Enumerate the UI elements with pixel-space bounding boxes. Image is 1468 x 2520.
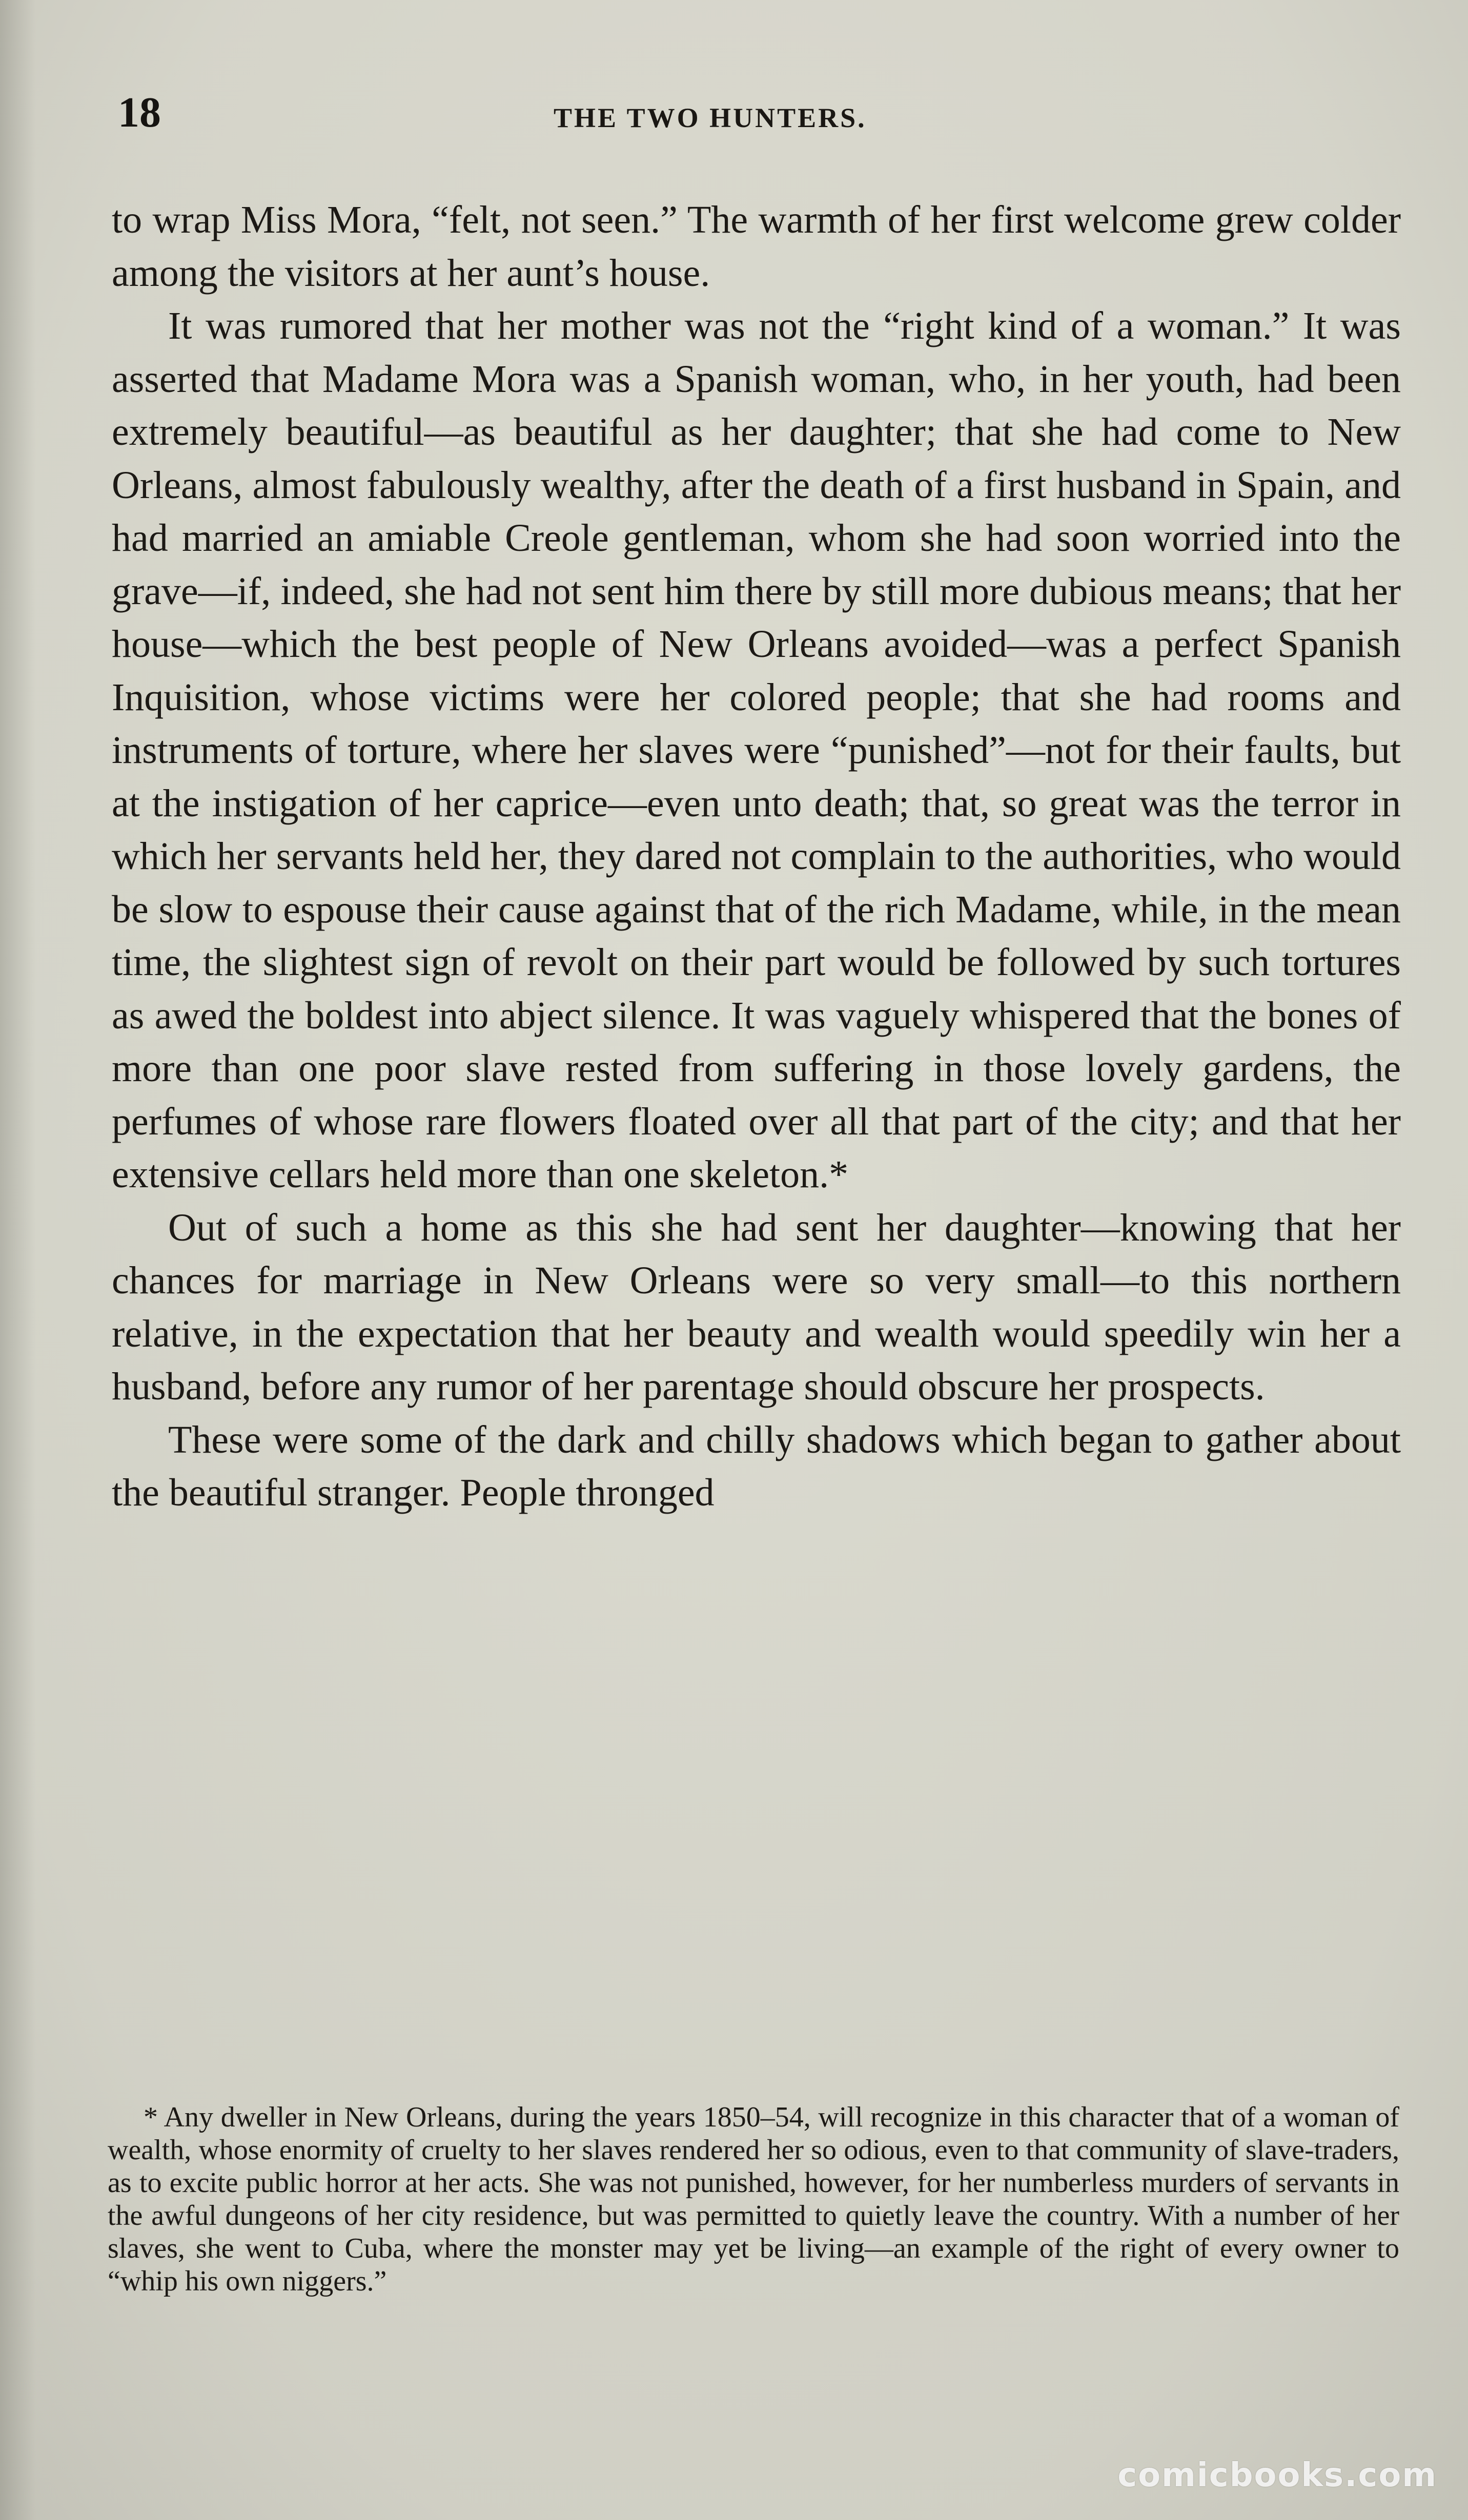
footnote (108, 2101, 1399, 2298)
paragraph-continued: to wrap Miss Mora, “felt, not seen.” The warmth of her first welcome grew colder among the visitors at her aunt’s house. (112, 198, 1401, 295)
footnote-text: * Any dweller in New Orleans, during the years 1850–54, will recognize in this character that of a woman of wealth, whose enormity of cruelty to her slaves rendered her so odious, even to that community of slave-traders, as to excite public horror at her acts. She was not punished, however, for her numberless murders of servants in the awful dungeons of her city residence, but was permitted to quietly leave the country. With a number of her slaves, she went to Cuba, where the monster may yet be living—an example of the right of every owner to “whip his own niggers.” (108, 2101, 1399, 2297)
body-text (112, 194, 1401, 1520)
paragraph: Out of such a home as this she had sent her daughter—knowing that her chances for marriage in New Orleans were so very small—to this northern relative, in the expectation that her beauty and wealth would speedily win her a husband, before any rumor of her parentage should obscure her prospects. (112, 1206, 1401, 1408)
watermark: comicbooks.com (1117, 2456, 1437, 2494)
running-head: THE TWO HUNTERS. (554, 102, 867, 133)
page-number: 18 (118, 89, 161, 136)
paragraph: These were some of the dark and chilly shadows which began to gather about the beautiful stranger. People thronged (112, 1418, 1401, 1514)
paragraph: It was rumored that her mother was not the “right kind of a woman.” It was asserted that Madame Mora was a Spanish woman, who, in her youth, had been extremely beautiful—as beautiful as her daughter; that she had come to New Orleans, almost fabulously wealthy, after the death of a first husband in Spain, and had married an amiable Creole gentleman, whom she had soon worried into the grave—if, indeed, she had not sent him there by still more dubious means; that her house—which the best people of New Orleans avoided—was a perfect Spanish Inquisition, whose victims were her colored people; that she had rooms and instruments of torture, where her slaves were “punished”—not for their faults, but at the instigation of her caprice—even unto death; that, so great was the terror in which her servants held her, they dared not complain to the authorities, who would be slow to espouse their cause against that of the rich Madame, while, in the mean time, the slightest sign of revolt on their part would be followed by such tortures as awed the boldest into abject silence. It was vaguely whispered that the bones of more than one poor slave rested from suffering in those lovely gardens, the perfumes of whose rare flowers floated over all that part of the city; and that her extensive cellars held more than one skeleton.* (112, 304, 1401, 1196)
page-edge-shadow (0, 0, 36, 2520)
page-header (118, 87, 1406, 143)
